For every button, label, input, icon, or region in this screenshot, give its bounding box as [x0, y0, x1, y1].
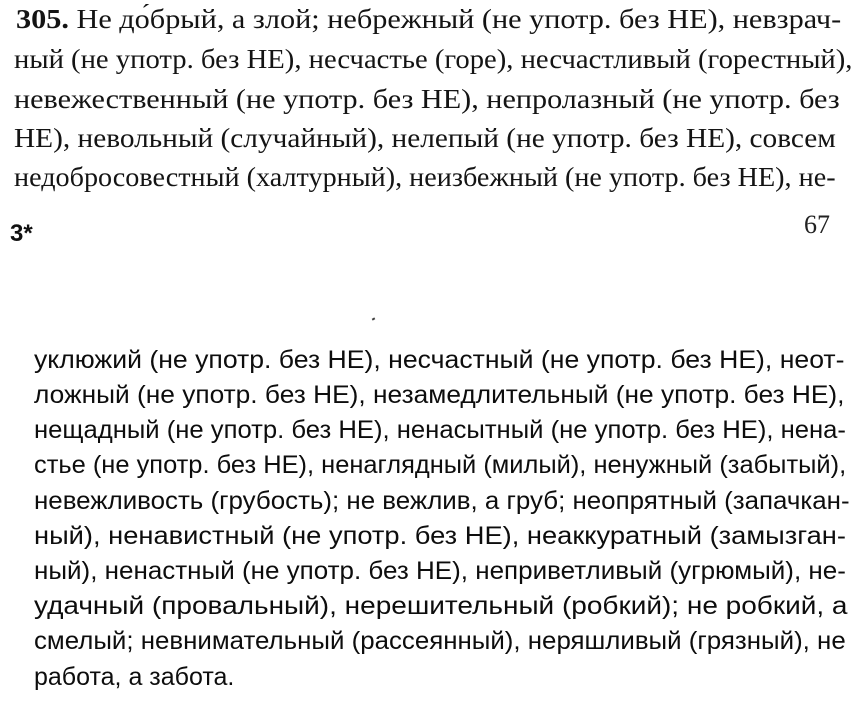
continuation-line-4: стье (не употр. без НЕ), ненаглядный (милый), ненужный (забытый),: [34, 451, 847, 479]
signature-mark: 3*: [10, 220, 33, 247]
continuation-line-2: ложный (не употр. без НЕ), незамедлительный (не употр. без НЕ),: [34, 381, 845, 409]
page-number: 67: [804, 210, 830, 239]
continuation-line-1: уклюжий (не употр. без НЕ), несчастный (не употр. без НЕ), неот-: [34, 346, 845, 374]
exercise-line-1: [16, 4, 841, 35]
continuation-line-5: невежливость (грубость); не вежлив, а груб; неопрятный (запачкан-: [34, 487, 850, 515]
exercise-line-4: НЕ), невольный (случайный), нелепый (не употр. без НЕ), совсем: [14, 123, 836, 153]
continuation-line-3: нещадный (не употр. без НЕ), ненасытный (не употр. без НЕ), нена-: [34, 416, 846, 444]
exercise-line-1-text: Не до́брый, а злой; небрежный (не употр. без НЕ), невзрач-: [68, 4, 842, 34]
continuation-line-7: ный), ненастный (не употр. без НЕ), неприветливый (угрюмый), не-: [34, 557, 846, 585]
exercise-line-2: ный (не употр. без НЕ), несчастье (горе), несчастливый (горестный),: [14, 44, 853, 74]
scan-speck: [372, 317, 376, 320]
exercise-line-3: невежественный (не употр. без НЕ), непролазный (не употр. без: [14, 84, 840, 114]
exercise-line-5: недобросовестный (халтурный), неизбежный (не употр. без НЕ), не-: [14, 162, 836, 192]
continuation-line-9: смелый; невнимательный (рассеянный), неряшливый (грязный), не: [34, 627, 846, 655]
exercise-number: 305.: [16, 4, 69, 34]
continuation-line-6: ный), ненавистный (не употр. без НЕ), неаккуратный (замызган-: [34, 522, 846, 550]
continuation-line-8: удачный (провальный), нерешительный (робкий); не робкий, а: [34, 592, 848, 620]
continuation-line-10: работа, а забота.: [34, 663, 235, 691]
